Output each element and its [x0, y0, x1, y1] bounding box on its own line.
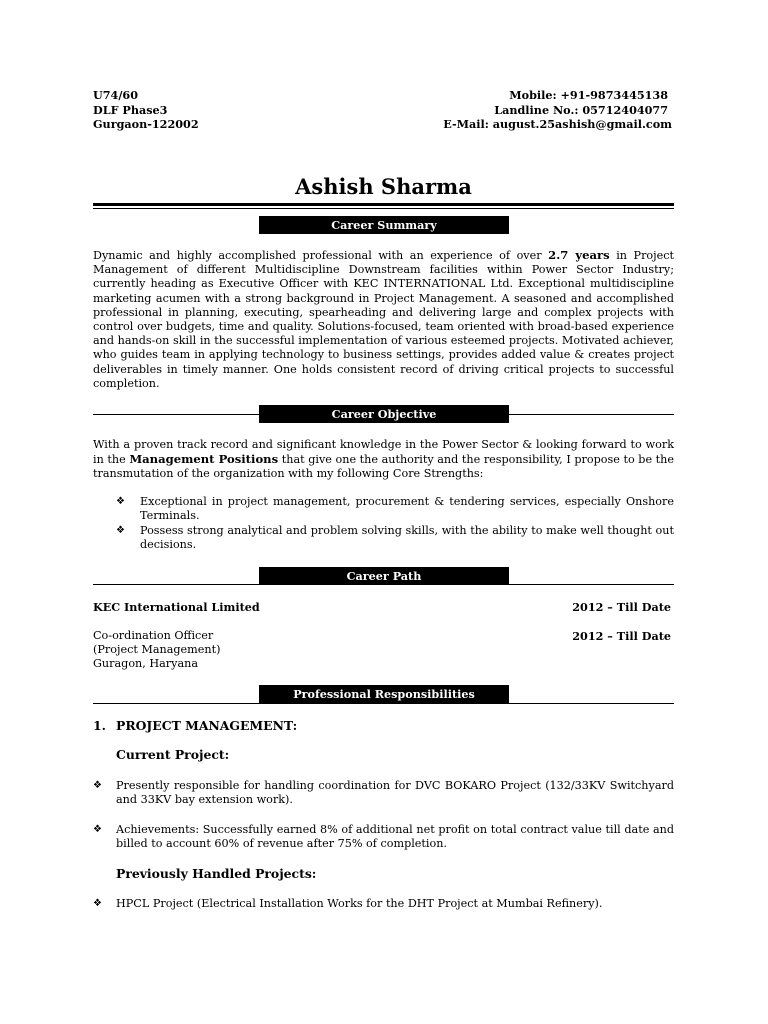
current-item-1-bullet-icon: ❖: [93, 780, 102, 791]
previous-item-1: HPCL Project (Electrical Installation Works for the DHT Project at Mumbai Refinery).: [116, 897, 603, 910]
current-project-title: Current Project:: [116, 747, 230, 762]
name-rule-thick: [93, 203, 674, 206]
strength-item-2: Possess strong analytical and problem solving skills, with the ability to make well thought out decisions.: [140, 524, 674, 552]
role-location: Guragon, Haryana: [93, 657, 199, 670]
career-summary-heading: Career Summary: [259, 216, 509, 234]
strength-2-bullet-icon: ❖: [116, 525, 125, 536]
role-department: (Project Management): [93, 643, 221, 656]
mobile-number: Mobile: +91-9873445138: [509, 88, 668, 102]
strength-1-bullet-icon: ❖: [116, 496, 125, 507]
responsibilities-heading: Professional Responsibilities: [259, 685, 509, 703]
career-objective-heading: Career Objective: [259, 405, 509, 423]
previous-item-1-bullet-icon: ❖: [93, 898, 102, 909]
previous-projects-title: Previously Handled Projects:: [116, 866, 317, 881]
section-number: 1.: [93, 718, 106, 733]
email-address: E-Mail: august.25ashish@gmail.com: [443, 117, 672, 131]
role-dates: 2012 – Till Date: [572, 629, 671, 643]
company-name: KEC International Limited: [93, 600, 260, 614]
career-objective-text: With a proven track record and significant knowledge in the Power Sector & looking forward to work in the Management Positions that give one the authority and the responsibility, I propose to be the transmutation of the organization with my following Core Strengths:: [93, 438, 675, 481]
current-item-2: Achievements: Successfully earned 8% of additional net profit on total contract value till date and billed to account 60% of revenue after 75% of completion.: [116, 823, 674, 851]
current-item-1: Presently responsible for handling coordination for DVC BOKARO Project (132/33KV Switchyard and 33KV bay extension work).: [116, 779, 674, 807]
role-title: Co-ordination Officer: [93, 629, 214, 642]
responsibilities-rule: [93, 703, 674, 704]
company-dates: 2012 – Till Date: [572, 600, 671, 614]
career-summary-text: Dynamic and highly accomplished professional with an experience of over 2.7 years in Project Management of different Multidiscipline Downstream facilities within Power Sector Industry; currently heading as Executive Officer with KEC INTERNATIONAL Ltd. Exceptional multidiscipline marketing acumen with a strong background in Project Management. A seasoned and accomplished professional in planning, executing, spearheading and delivering large and complex projects with control over budgets, time and quality. Solutions-focused, team oriented with broad-based experience and hands-on skill in the successful implementation of various esteemed projects. Motivated achiever, who guides team in applying technology to business settings, provides added value & creates project deliverables in timely manner. One holds consistent record of driving critical projects to successful completion.: [93, 248, 675, 390]
address-line-1: U74/60: [93, 88, 138, 102]
career-path-heading: Career Path: [259, 567, 509, 585]
address-line-2: DLF Phase3: [93, 103, 168, 117]
strength-item-1: Exceptional in project management, procurement & tendering services, especially Onshore Terminals.: [140, 495, 674, 523]
address-line-3: Gurgaon-122002: [93, 117, 199, 131]
candidate-name: Ashish Sharma: [295, 174, 472, 199]
name-rule-thin: [93, 208, 674, 209]
current-item-2-bullet-icon: ❖: [93, 824, 102, 835]
section-title: PROJECT MANAGEMENT:: [116, 718, 298, 733]
landline-number: Landline No.: 05712404077: [494, 103, 668, 117]
